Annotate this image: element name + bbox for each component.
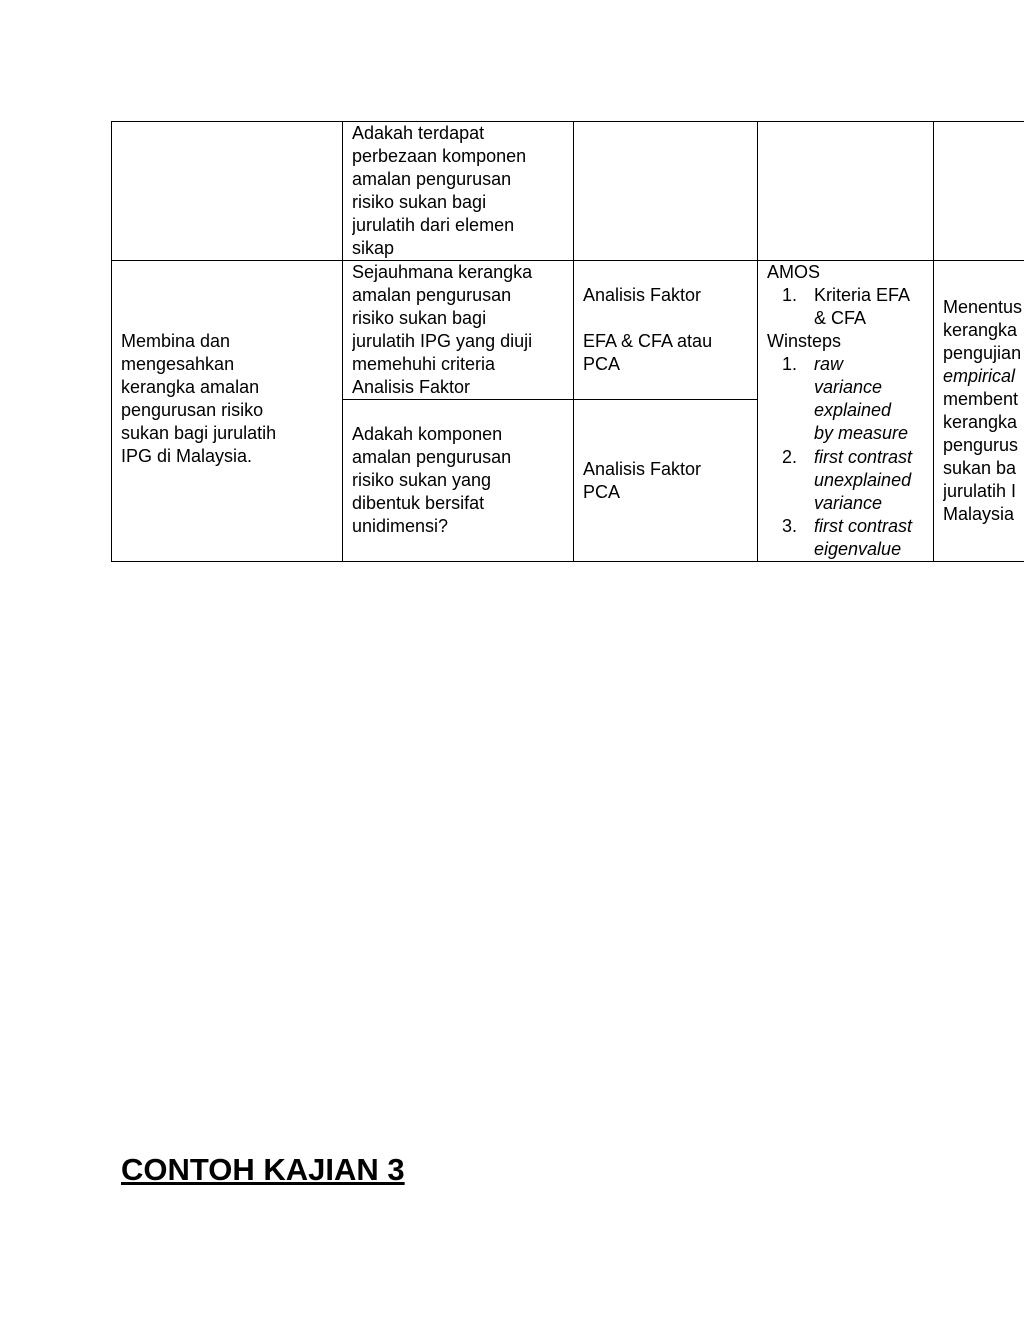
text-line: risiko sukan yang (352, 470, 492, 490)
text-line: Membina dan (121, 331, 231, 351)
list-number: 3. (782, 516, 798, 536)
analysis-cell-a (583, 284, 755, 376)
text-line: jurulatih IPG yang diuji (352, 331, 533, 351)
text-line: Adakah terdapat (352, 123, 485, 143)
list-text: unexplained (814, 470, 912, 490)
spacer-line (583, 307, 755, 330)
objective-cell (121, 330, 341, 468)
subrow-divider (342, 399, 757, 400)
list-text: first contrast (814, 447, 913, 467)
text-line: Analisis Faktor (583, 459, 702, 479)
text-line: mengesahkan (121, 354, 235, 374)
text-line: jurulatih I (943, 481, 1017, 501)
text-line: sikap (352, 238, 395, 258)
text-line: Malaysia (943, 504, 1015, 524)
text-line: pengurus (943, 435, 1019, 455)
text-line: unidimensi? (352, 516, 449, 536)
text-line: pengujian (943, 343, 1022, 363)
list-text: & CFA (814, 308, 867, 328)
text-line: amalan pengurusan (352, 447, 512, 467)
text-line: amalan pengurusan (352, 285, 512, 305)
list-number: 1. (782, 354, 798, 374)
list-text: eigenvalue (814, 539, 902, 559)
text-line: kerangka (943, 412, 1018, 432)
text-line: Menentus (943, 297, 1023, 317)
text-line: memehuhi criteria (352, 354, 496, 374)
text-line: PCA (583, 482, 621, 502)
question-cell-b (352, 423, 572, 538)
text-line: Analisis Faktor (583, 285, 702, 305)
text-line: kerangka (943, 320, 1018, 340)
winsteps-heading: Winsteps (767, 331, 842, 351)
list-text: by measure (814, 423, 909, 443)
row1-question-cell (352, 122, 572, 260)
text-line: membent (943, 389, 1019, 409)
list-text: raw (814, 354, 844, 374)
col-border-2 (573, 121, 574, 562)
software-criteria-cell (758, 261, 933, 561)
text-line: jurulatih dari elemen (352, 215, 515, 235)
text-line: EFA & CFA atau (583, 331, 713, 351)
text-line: kerangka amalan (121, 377, 260, 397)
col-border-4 (933, 121, 934, 562)
text-line: risiko sukan bagi (352, 192, 487, 212)
list-number: 1. (782, 285, 798, 305)
analysis-cell-b (583, 458, 755, 504)
list-text: explained (814, 400, 892, 420)
col-border-1 (342, 121, 343, 562)
text-line: amalan pengurusan (352, 169, 512, 189)
text-line: empirical (943, 366, 1016, 386)
text-line: IPG di Malaysia. (121, 446, 253, 466)
outcome-cell (943, 296, 1024, 526)
text-line: PCA (583, 354, 621, 374)
text-line: Adakah komponen (352, 424, 503, 444)
text-line: Sejauhmana kerangka (352, 262, 533, 282)
text-line: Analisis Faktor (352, 377, 471, 397)
amos-heading: AMOS (767, 262, 821, 282)
table-bottom-border (111, 561, 1024, 562)
text-line: perbezaan komponen (352, 146, 527, 166)
list-text: variance (814, 377, 883, 397)
section-heading: CONTOH KAJIAN 3 (121, 1152, 405, 1187)
text-line: sukan ba (943, 458, 1017, 478)
list-number: 2. (782, 447, 798, 467)
text-line: risiko sukan bagi (352, 308, 487, 328)
question-cell-a (352, 261, 572, 399)
list-text: Kriteria EFA (814, 285, 911, 305)
list-text: first contrast (814, 516, 913, 536)
col-border-0 (111, 121, 112, 562)
text-line: dibentuk bersifat (352, 493, 485, 513)
text-line: pengurusan risiko (121, 400, 264, 420)
text-line: sukan bagi jurulatih (121, 423, 277, 443)
list-text: variance (814, 493, 883, 513)
